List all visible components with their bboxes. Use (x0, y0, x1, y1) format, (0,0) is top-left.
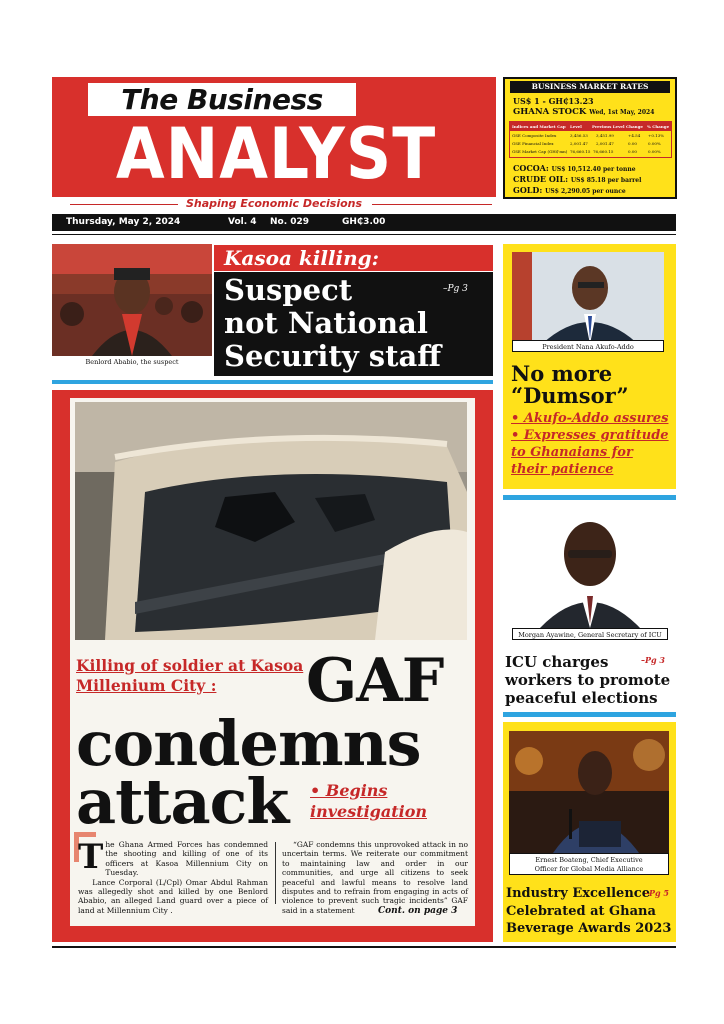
stock-cell: 0.00 (628, 141, 637, 146)
lead-body-paragraph: he Ghana Armed Forces has condemned the shooting and killing of one of its officers at Kasoa Millennium City on Tuesday. (105, 840, 268, 878)
lead-body-paragraph: “GAF condemns this unprovoked attack in no uncertain terms. We reiterate our commitment to maintaining law and order in our communities, and urge all citizens to seek peaceful and lawful means to resolve land disputes and to refrain from engaging in acts of violence to prevent such tragic incidents” GAF said in a statement (282, 840, 468, 915)
kasoa-headline-line: Security staff (224, 339, 442, 373)
dumsor-bullet: • Akufo-Addo assures (511, 411, 669, 426)
issue-volume: Vol. 4 (228, 217, 257, 227)
cocoa-rate (513, 163, 636, 173)
suspect-caption: Benlord Ababio, the suspect (52, 356, 212, 369)
stock-header-cell: Level (570, 124, 582, 129)
ghana-stock-date: Wed, 1st May, 2024 (589, 109, 655, 116)
stock-header-cell: % Change (647, 124, 670, 129)
lead-headline-condemns: condemns (76, 707, 421, 780)
blue-divider (52, 380, 493, 384)
stock-cell: 0.00% (648, 141, 661, 146)
crude-label: CRUDE OIL: (513, 174, 569, 184)
awards-caption-line: Officer for Global Media Alliance (534, 865, 644, 873)
awards-caption-line: Ernest Boateng, Chief Executive (535, 856, 643, 864)
stock-cell: 2,001.47 (570, 141, 588, 146)
column-divider (275, 842, 276, 904)
blue-divider (503, 712, 676, 717)
stock-cell: +0.13% (648, 133, 665, 138)
blue-divider (503, 495, 676, 500)
ghana-stock-label: GHANA STOCK (513, 107, 587, 117)
kasoa-page-ref: –Pg 3 (443, 284, 468, 294)
cocoa-label: COCOA: (513, 163, 549, 173)
dumsor-headline (511, 363, 671, 407)
awards-headline: Industry Excellence Celebrated at Ghana Beverage Awards 2023 (506, 886, 672, 936)
stock-cell: 76,660.15 (593, 149, 614, 154)
lead-headline-attack: attack (76, 765, 289, 838)
date-bar (52, 214, 676, 231)
usd-rate: US$ 1 - GH₵13.23 (513, 96, 594, 106)
stock-cell: 0.00 (628, 149, 637, 154)
lead-body-right (282, 840, 468, 915)
dumsor-bullet: • Expresses gratitude to Ghanaians for their patience (511, 428, 669, 477)
dumsor-headline-line: “Dumsor” (511, 383, 629, 408)
icu-headline: ICU charges workers to promote peaceful elections (505, 653, 671, 707)
kasoa-headline-line: not National (224, 306, 428, 340)
icu-caption: Morgan Ayawine, General Secretary of ICU (512, 628, 668, 640)
stock-table-header (510, 122, 671, 131)
stock-cell: GSE Market Cap (GH₵'mn) (512, 149, 568, 154)
stock-cell: GSE Composite Index (512, 133, 557, 138)
gold-label: GOLD: (513, 185, 543, 195)
dumsor-headline-line: No more (511, 361, 613, 386)
lead-kicker: Killing of soldier at Kasoa Millenium City : (76, 656, 304, 695)
stock-header-cell: Change (626, 124, 643, 129)
awards-caption (509, 853, 669, 875)
kasoa-headline-line: Suspect (224, 273, 353, 307)
stock-cell: 2,001.47 (596, 141, 614, 146)
market-rates-title: BUSINESS MARKET RATES (510, 81, 670, 93)
masthead-the-business: The Business (88, 83, 356, 116)
stock-table-row (510, 140, 671, 148)
kasoa-headline (224, 274, 464, 373)
awards-page-ref: –Pg 5 (645, 888, 669, 898)
issue-price: GH₵3.00 (342, 217, 386, 227)
issue-number: No. 029 (270, 217, 310, 227)
crude-rate (513, 174, 641, 184)
icu-secretary-photo (512, 506, 668, 628)
date-bar-rule (52, 234, 676, 235)
president-photo (512, 252, 664, 344)
lead-headline-gaf: GAF (306, 646, 444, 716)
stock-cell: 76,660.15 (570, 149, 591, 154)
lead-body-paragraph: Lance Corporal (L/Cpl) Omar Abdul Rahman was allegedly shot and killed by one Benlord Ababio, an alleged Land guard over a piece of land at Millennium City . (78, 877, 268, 915)
kasoa-kicker: Kasoa killing: (214, 245, 493, 271)
stock-table-row (510, 132, 671, 140)
stock-cell: 3,451.99 (596, 133, 614, 138)
bottom-rule (52, 946, 676, 948)
lead-subhead: • Begins investigation (310, 781, 427, 821)
issue-date: Thursday, May 2, 2024 (66, 217, 181, 227)
masthead-analyst: ANALYST (115, 113, 437, 195)
tagline: Shaping Economic Decisions (185, 197, 363, 210)
ghana-stock (513, 107, 654, 117)
dropcap: T (78, 837, 104, 877)
suspect-photo (52, 244, 212, 356)
cocoa-value: US$ 10,512.40 per tonne (551, 166, 636, 173)
gold-rate (513, 185, 626, 195)
stock-cell: 3,456.53 (570, 133, 588, 138)
continued-link[interactable]: Cont. on page 3 (378, 906, 458, 916)
stock-header-cell: Previous Level (592, 124, 625, 129)
dumsor-bullets (511, 410, 671, 478)
stock-cell: 0.00% (648, 149, 661, 154)
gold-value: US$ 2,290.05 per ounce (545, 188, 626, 195)
stock-cell: GSE Financial Index (512, 141, 554, 146)
lead-body-left (78, 837, 268, 915)
stock-header-cell: Indices and Market Cap (512, 124, 566, 129)
icu-page-ref: –Pg 3 (641, 655, 665, 665)
awards-speaker-photo (509, 731, 669, 853)
president-caption: President Nana Akufo-Addo (512, 340, 664, 352)
crude-value: US$ 85.18 per barrel (570, 177, 642, 184)
stock-table-row (510, 148, 671, 156)
stock-cell: +4.54 (628, 133, 641, 138)
damaged-car-photo (75, 402, 467, 640)
